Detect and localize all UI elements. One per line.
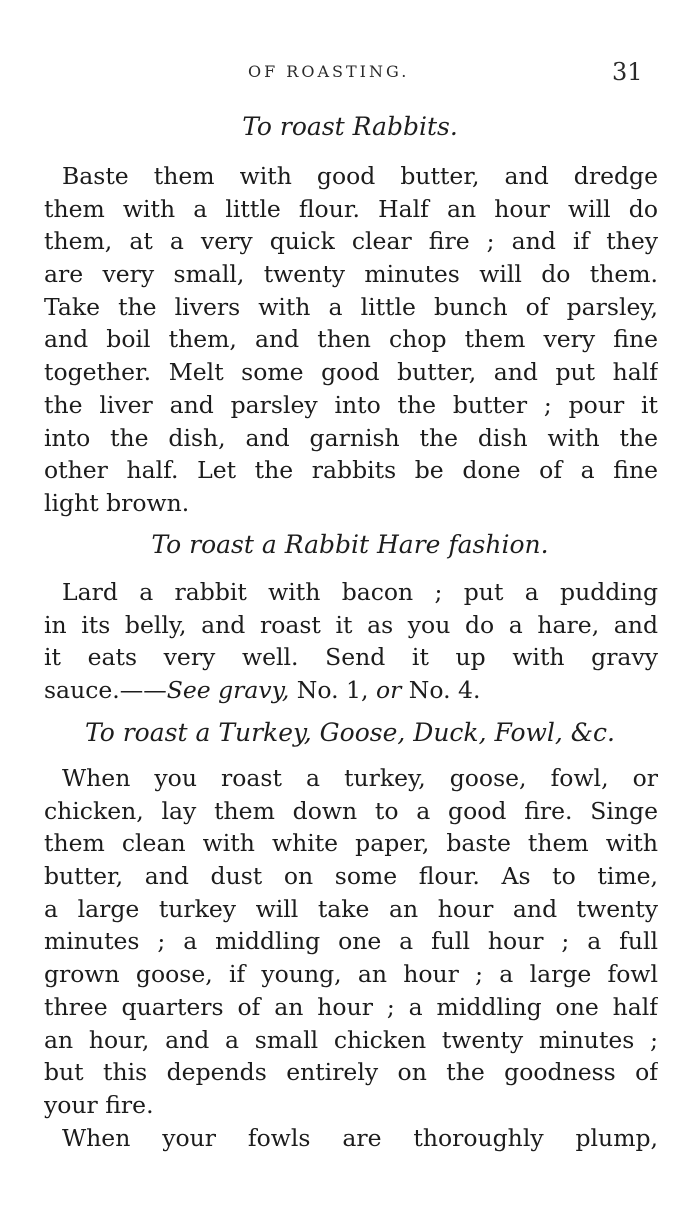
text-line: grown goose, if young, an hour ; a large fowl xyxy=(44,960,658,989)
text-line: them clean with white paper, baste them with xyxy=(44,829,658,858)
text-line: butter, and dust on some flour. As to time, xyxy=(44,862,658,891)
text-line: When your fowls are thoroughly plump, xyxy=(62,1123,658,1152)
text-line: Take the livers with a little bunch of parsley, xyxy=(44,292,658,321)
text-line: three quarters of an hour ; a middling one half xyxy=(44,992,658,1021)
text-line: but this depends entirely on the goodness of xyxy=(44,1058,658,1087)
section-heading-turkey-goose-duck-fowl: To roast a Turkey, Goose, Duck, Fowl, &c. xyxy=(85,718,615,747)
text-line: chicken, lay them down to a good fire. Singe xyxy=(44,796,658,825)
text-line: them with a little flour. Half an hour will do xyxy=(44,194,658,223)
text-fragment: sauce.—— xyxy=(44,676,167,705)
text-line: When you roast a turkey, goose, fowl, or xyxy=(62,764,658,792)
running-head: OF ROASTING. xyxy=(248,62,410,81)
text-line: are very small, twenty minutes will do them. xyxy=(44,260,658,289)
cross-reference: See gravy, xyxy=(166,676,290,705)
section-heading-rabbits: To roast Rabbits. xyxy=(242,112,458,141)
cross-reference: or xyxy=(375,676,402,705)
paragraph-rabbits xyxy=(44,160,658,520)
section-heading-rabbit-hare-fashion: To roast a Rabbit Hare fashion. xyxy=(151,530,549,559)
page-number: 31 xyxy=(612,58,643,86)
text-line: in its belly, and roast it as you do a hare, and xyxy=(44,610,658,639)
text-line: an hour, and a small chicken twenty minutes ; xyxy=(44,1025,658,1054)
text-line: it eats very well. Send it up with gravy xyxy=(44,643,658,672)
text-line: Lard a rabbit with bacon ; put a pudding xyxy=(62,578,658,606)
text-fragment: No. 4. xyxy=(401,676,481,705)
paragraph-rabbit-hare-fashion xyxy=(44,576,658,707)
text-line: other half. Let the rabbits be done of a fine xyxy=(44,456,658,485)
text-line: your fire. xyxy=(44,1090,154,1119)
text-line: together. Melt some good butter, and put half xyxy=(44,358,658,387)
text-line-with-reference xyxy=(44,674,658,707)
text-line: a large turkey will take an hour and twenty xyxy=(44,894,658,923)
text-line: into the dish, and garnish the dish with the xyxy=(44,423,658,452)
paragraph-turkey-goose-duck-fowl xyxy=(44,762,658,1154)
text-line: minutes ; a middling one a full hour ; a full xyxy=(44,927,658,956)
page-header xyxy=(0,58,700,94)
text-line: the liver and parsley into the butter ; pour it xyxy=(44,390,658,419)
text-fragment: No. 1, xyxy=(289,676,376,705)
text-line: light brown. xyxy=(44,488,190,517)
text-line: and boil them, and then chop them very fine xyxy=(44,325,658,354)
text-line: Baste them with good butter, and dredge xyxy=(62,162,658,190)
text-line: them, at a very quick clear fire ; and if they xyxy=(44,227,658,256)
